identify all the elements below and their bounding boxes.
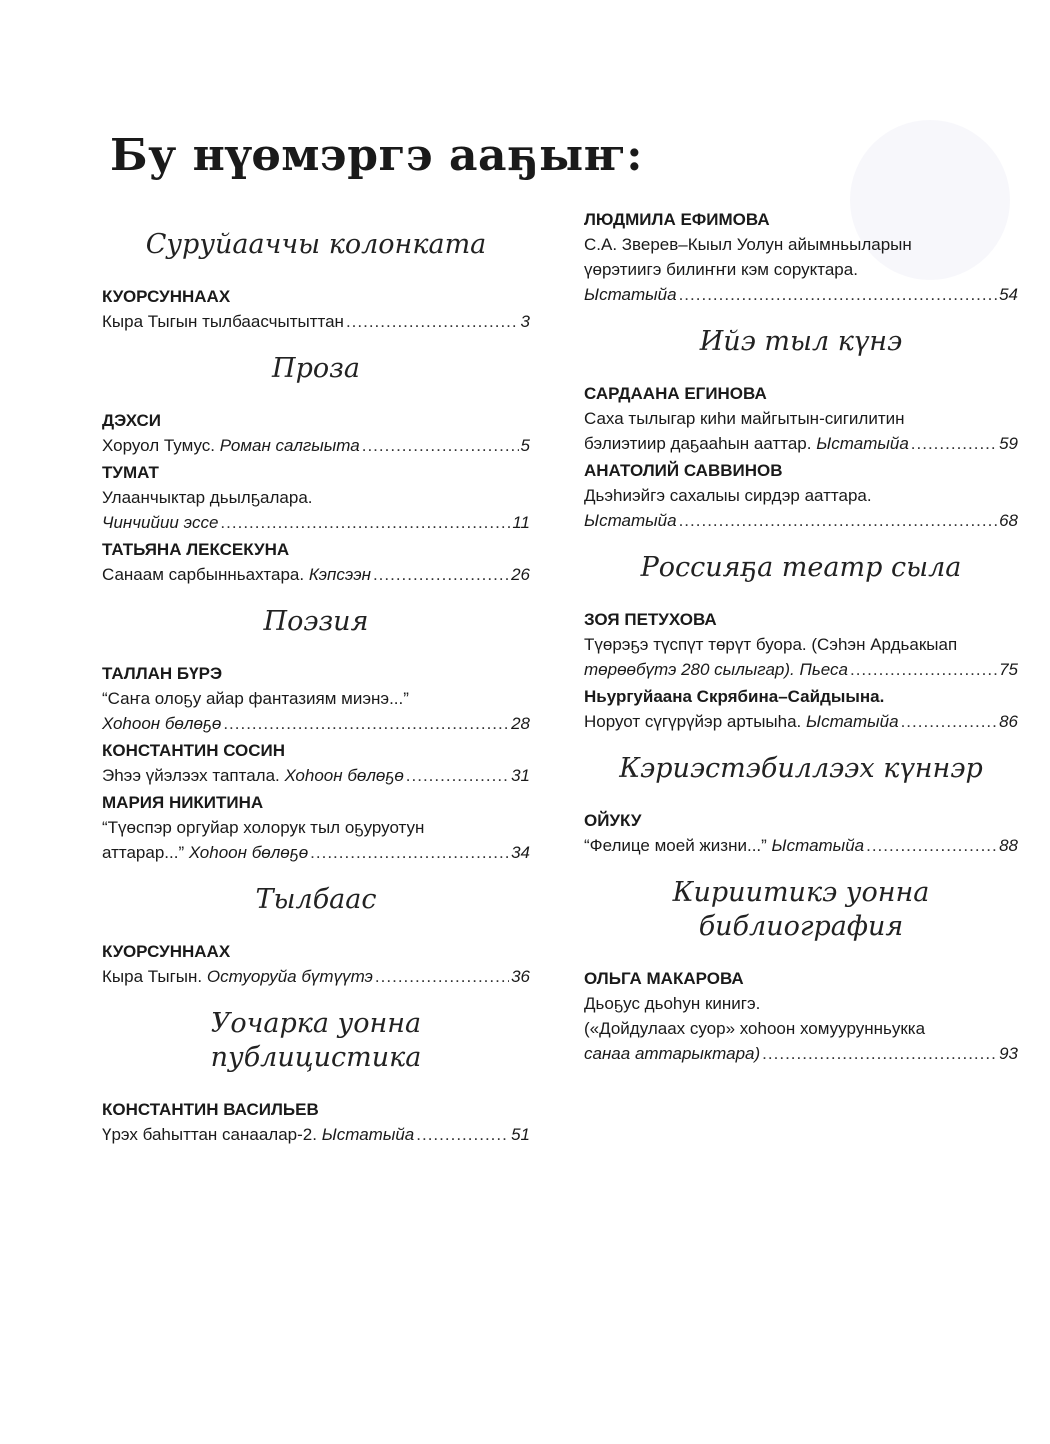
page-number: 11 (512, 513, 530, 532)
entry-genre: Роман салгыыта (219, 436, 360, 455)
toc-line-text (102, 562, 371, 587)
entry-genre: төрөөбүтэ 280 сылыгар). Пьеса (584, 660, 848, 679)
entry-genre: санаа аттарыктара) (584, 1044, 761, 1063)
page-number: 88 (999, 836, 1018, 855)
leader-dots (679, 508, 998, 533)
entry-author: ТАТЬЯНА ЛЕКСЕКУНА (102, 540, 290, 559)
entry-genre: Ыстатыйа (771, 836, 865, 855)
toc-entry (102, 1097, 530, 1147)
leader-dots (406, 763, 509, 788)
page-number: 36 (511, 967, 530, 986)
entry-title-line: Түөрэҕэ түспүт төрүт буора. (Сэһэн Ардьакыап (584, 635, 958, 654)
leader-dots (911, 431, 997, 456)
toc-line (584, 431, 1018, 456)
entry-author: Ньургуйаана Скрябина–Сайдыына. (584, 687, 885, 706)
section-heading: Кириитикэ уонна библиография (672, 877, 930, 942)
toc-line-text (584, 833, 864, 858)
leader-dots (220, 510, 510, 535)
toc-left-column (102, 210, 530, 1147)
page-number: 54 (999, 285, 1018, 304)
leader-dots (373, 562, 509, 587)
toc-line-text (102, 433, 360, 458)
entry-title-text: Кыра Тыгын тылбаасчытыттан (102, 312, 344, 331)
entry-title-line: Дьэһиэйгэ сахалыы сирдэр ааттара. (584, 486, 872, 505)
toc-line-text (584, 1041, 760, 1066)
entry-author: ОЙУКУ (584, 811, 642, 830)
toc-line-text (102, 1122, 414, 1147)
toc-line-text (102, 840, 308, 865)
toc-entry (102, 790, 530, 865)
entry-title-line: Улаанчыктар дьылҕалара. (102, 488, 313, 507)
entry-title-text: Норуот сүгүрүйэр артыыһа. (584, 712, 806, 731)
page-number: 59 (999, 434, 1018, 453)
toc-line (584, 282, 1018, 307)
toc-line-text (584, 508, 677, 533)
entry-author: КУОРСУННААХ (102, 287, 231, 306)
entry-author: ЛЮДМИЛА ЕФИМОВА (584, 210, 770, 229)
toc-line (102, 433, 530, 458)
section-heading: Поэзия (263, 606, 369, 637)
toc-line-text (102, 711, 221, 736)
toc-entry (584, 684, 1018, 734)
leader-dots (901, 709, 998, 734)
entry-title-line: үөрэтиигэ билиҥҥи кэм соруктара. (584, 260, 858, 279)
page-number: 75 (999, 660, 1018, 679)
leader-dots (362, 433, 519, 458)
entry-author: МАРИЯ НИКИТИНА (102, 793, 264, 812)
leader-dots (310, 840, 509, 865)
leader-dots (762, 1041, 997, 1066)
section-heading: Суруйааччы колонката (145, 229, 487, 260)
toc-line (102, 562, 530, 587)
section-heading: Тылбаас (255, 884, 377, 915)
entry-title-text: “Фелице моей жизни...” (584, 836, 772, 855)
entry-genre: Остуоруйа бүтүүтэ (206, 967, 373, 986)
page-number: 68 (999, 511, 1018, 530)
toc-line (102, 1122, 530, 1147)
toc-line-text (584, 709, 899, 734)
entry-author: САРДААНА ЕГИНОВА (584, 384, 767, 403)
toc-right-column (584, 205, 1018, 1066)
toc-line (584, 709, 1018, 734)
toc-entry (102, 284, 530, 334)
entry-title-text: Хоруол Тумус. (102, 436, 220, 455)
page-number: 26 (511, 565, 530, 584)
page-number: 93 (999, 1044, 1018, 1063)
toc-line-text (102, 763, 404, 788)
entry-author: АНАТОЛИЙ САВВИНОВ (584, 461, 783, 480)
toc-line-text (102, 309, 344, 334)
entry-title-line: Дьоҕус дьоһун кинигэ. (584, 994, 761, 1013)
section-heading: Уочарка уонна публицистика (210, 1008, 422, 1073)
entry-author: ДЭХСИ (102, 411, 161, 430)
entry-genre: Хоһоон бөлөҕө (102, 714, 222, 733)
page-number: 28 (511, 714, 530, 733)
toc-entry (102, 408, 530, 458)
entry-genre: Ыстатыйа (584, 285, 677, 304)
toc-line (102, 309, 530, 334)
toc-entry (584, 458, 1018, 533)
toc-line-text (584, 431, 909, 456)
section-heading: Россияҕа театр сыла (640, 552, 962, 583)
entry-author: ОЛЬГА МАКАРОВА (584, 969, 744, 988)
entry-genre: Ыстатыйа (816, 434, 909, 453)
toc-line (102, 964, 530, 989)
entry-author: ТУМАТ (102, 463, 159, 482)
entry-title-line: “Түөспэр оргуйар холорук тыл оҕуруотун (102, 818, 425, 837)
toc-line (102, 510, 530, 535)
toc-line (584, 833, 1018, 858)
section-heading: Кэриэстэбиллээх күннэр (619, 753, 983, 784)
toc-entry (102, 738, 530, 788)
toc-entry (584, 381, 1018, 456)
entry-author: КОНСТАНТИН ВАСИЛЬЕВ (102, 1100, 319, 1119)
entry-genre: Ыстатыйа (584, 511, 677, 530)
page-number: 31 (511, 766, 530, 785)
toc-entry (584, 808, 1018, 858)
page-number: 86 (999, 712, 1018, 731)
leader-dots (850, 657, 997, 682)
toc-entry (584, 607, 1018, 682)
toc-line-text (102, 510, 218, 535)
section-heading: Ийэ тыл күнэ (699, 326, 903, 357)
section-heading: Проза (272, 353, 360, 384)
entry-title-text: Кыра Тыгын. (102, 967, 207, 986)
entry-genre: Кэпсээн (308, 565, 371, 584)
entry-title-line: Саха тылыгар киһи майгытын-сигилитин (584, 409, 905, 428)
toc-entry (102, 537, 530, 587)
leader-dots (223, 711, 509, 736)
entry-author: ЗОЯ ПЕТУХОВА (584, 610, 717, 629)
page-number: 51 (511, 1125, 530, 1144)
toc-line (584, 1041, 1018, 1066)
toc-entry (102, 460, 530, 535)
entry-title-text: Эһээ үйэлээх таптала. (102, 766, 285, 785)
entry-title-text: аттарар...” (102, 843, 189, 862)
toc-line (584, 657, 1018, 682)
entry-title-text: бэлиэтиир даҕааһын ааттар. (584, 434, 817, 453)
toc-line-text (584, 282, 677, 307)
entry-author: ТАЛЛАН БҮРЭ (102, 664, 223, 683)
leader-dots (346, 309, 519, 334)
leader-dots (679, 282, 998, 307)
toc-entry (584, 966, 1018, 1066)
entry-author: КОНСТАНТИН СОСИН (102, 741, 286, 760)
entry-genre: Ыстатыйа (321, 1125, 415, 1144)
toc-line (102, 840, 530, 865)
toc-line-text (102, 964, 373, 989)
entry-title-line: “Саҥа олоҕу айар фантазиям миэнэ...” (102, 689, 409, 708)
toc-entry (102, 661, 530, 736)
page-number: 34 (511, 843, 530, 862)
toc-line (102, 763, 530, 788)
entry-genre: Чинчийии эссе (102, 513, 219, 532)
page-number: 5 (520, 436, 530, 455)
entry-genre: Хоһоон бөлөҕө (284, 766, 404, 785)
toc-entry (102, 939, 530, 989)
page-number: 3 (520, 312, 530, 331)
leader-dots (866, 833, 997, 858)
toc-entry (584, 207, 1018, 307)
entry-title-line: С.А. Зверев–Кыыл Уолун айымньыларын (584, 235, 912, 254)
entry-author: КУОРСУННААХ (102, 942, 231, 961)
leader-dots (375, 964, 509, 989)
entry-title-text: Санаам сарбынньахтара. (102, 565, 309, 584)
page-title: Бу нүөмэргэ ааҕыҥ: (110, 130, 644, 181)
entry-title-line: («Дойдулаах суор» хоһоон хомуурунньукка (584, 1019, 926, 1038)
toc-line (102, 711, 530, 736)
leader-dots (416, 1122, 509, 1147)
entry-genre: Ыстатыйа (806, 712, 899, 731)
entry-title-text: Үрэх баһыттан санаалар-2. (102, 1125, 322, 1144)
toc-line (584, 508, 1018, 533)
toc-line-text (584, 657, 848, 682)
entry-genre: Хоһоон бөлөҕө (188, 843, 309, 862)
